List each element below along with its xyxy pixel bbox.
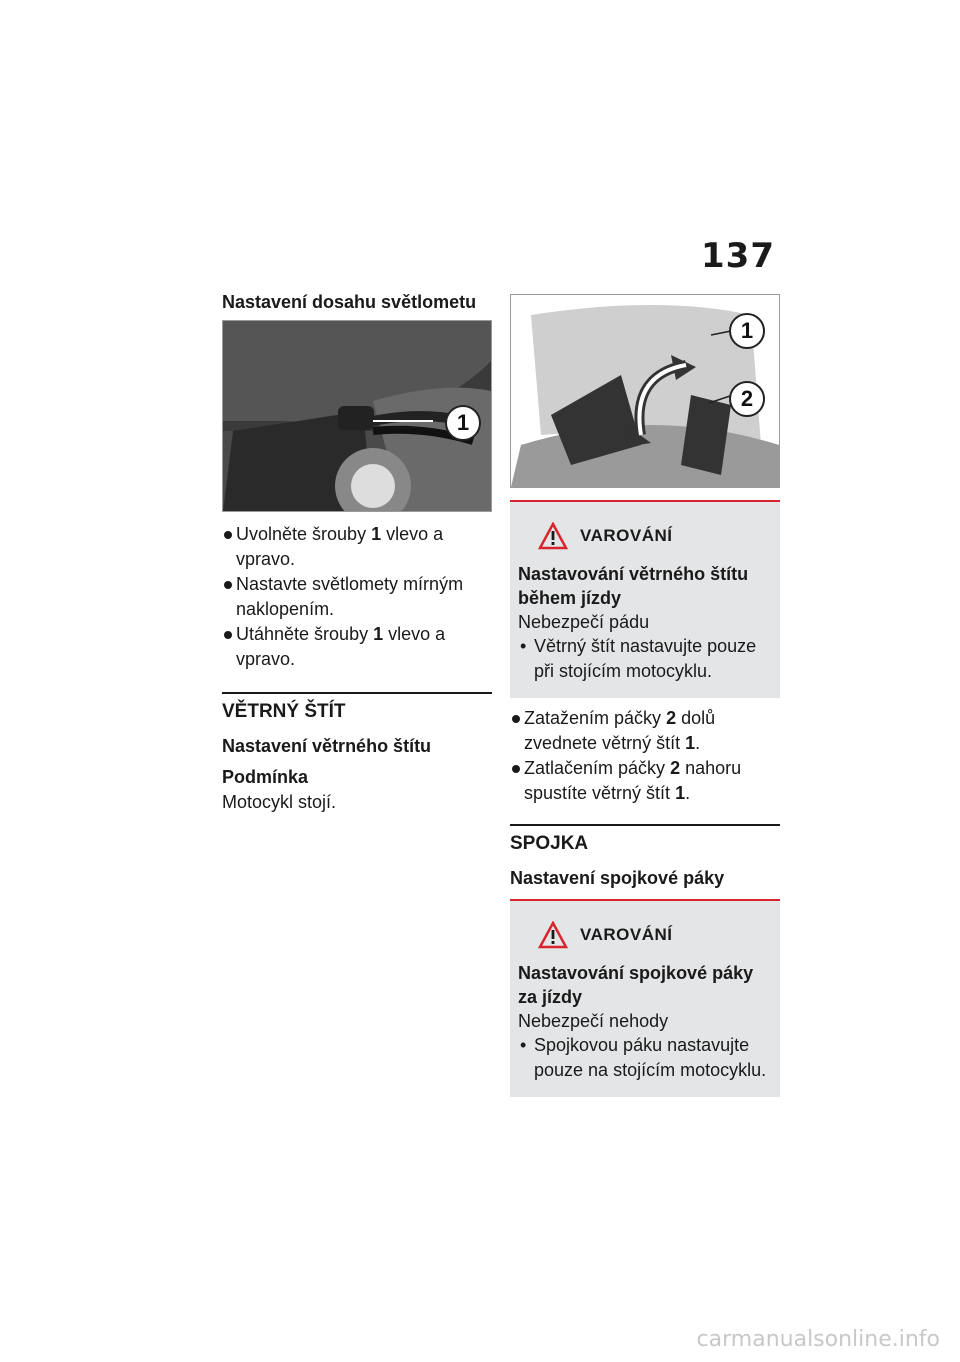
- callout-1: 1: [729, 313, 765, 349]
- list-item: • Větrný štít nastavujte pouze při stojícím motocyklu.: [518, 634, 772, 684]
- headlight-figure: [222, 320, 492, 512]
- right-column: [510, 290, 780, 1105]
- callout-2: 2: [729, 381, 765, 417]
- list-item: Zatažením páčky 2 dolů zvednete větrný štít 1.: [510, 706, 780, 756]
- list-item: Uvolněte šrouby 1 vlevo a vpravo.: [222, 522, 492, 572]
- section-title-headlight: Nastavení dosahu světlometu: [222, 292, 477, 312]
- warning-box-clutch: [510, 899, 780, 1097]
- callout-1: 1: [445, 405, 481, 441]
- watermark: carmanualsonline.info: [696, 1327, 940, 1352]
- windshield-figure: [510, 294, 780, 488]
- heading-clutch: SPOJKA: [510, 824, 780, 856]
- list-item: Zatlačením páčky 2 nahoru spustíte větrný štít 1.: [510, 756, 780, 806]
- list-item: Nastavte světlomety mírným naklopením.: [222, 572, 492, 622]
- subsection-title-clutch: Nastavení spojkové páky: [510, 868, 725, 888]
- left-column: [222, 290, 492, 815]
- warning-subject: Nastavování větrného štítu během jízdy: [518, 564, 749, 608]
- condition-label: Podmínka: [222, 767, 309, 787]
- warning-text: Nebezpečí pádu: [518, 612, 650, 632]
- warning-triangle-icon: [538, 522, 568, 550]
- list-item: Utáhněte šrouby 1 vlevo a vpravo.: [222, 622, 492, 672]
- warning-box-windshield: [510, 500, 780, 698]
- list-item: • Spojkovou páku nastavujte pouze na stojícím motocyklu.: [518, 1033, 772, 1083]
- subsection-title-windshield: Nastavení větrného štítu: [222, 736, 432, 756]
- warning-title: VAROVÁNÍ: [580, 925, 673, 944]
- warning-title: VAROVÁNÍ: [580, 526, 673, 545]
- heading-windshield: VĚTRNÝ ŠTÍT: [222, 692, 492, 724]
- windshield-steps: [510, 706, 780, 806]
- page-number: 137: [701, 236, 775, 276]
- headlight-steps: [222, 522, 492, 672]
- condition-text: Motocykl stojí.: [222, 792, 337, 812]
- warning-subject: Nastavování spojkové páky za jízdy: [518, 963, 754, 1007]
- warning-text: Nebezpečí nehody: [518, 1011, 669, 1031]
- warning-triangle-icon: [538, 921, 568, 949]
